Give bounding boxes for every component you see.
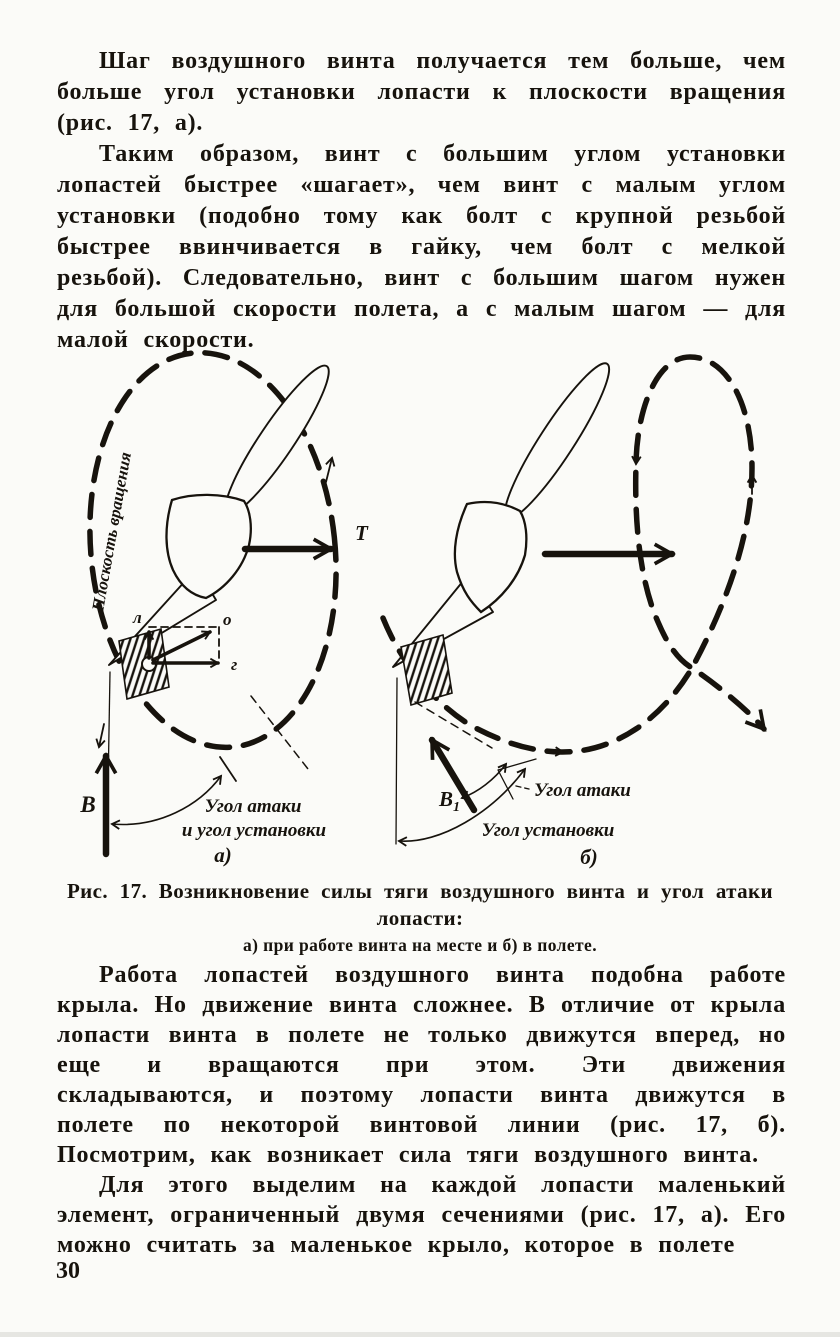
label-vector-l: л: [133, 608, 142, 627]
label-angle-attack-b: Угол атаки: [534, 780, 631, 801]
chord-extension: [415, 702, 492, 748]
figure-17-propeller-diagram: [0, 335, 840, 880]
label-airflow1-base: В: [438, 787, 453, 811]
chord-extension: [251, 696, 308, 769]
label-airflow: В: [80, 792, 96, 817]
caption-line-2: лопасти:: [376, 906, 464, 930]
rotation-arrow: [636, 445, 637, 464]
body-text-bottom: [57, 960, 786, 1260]
paragraph-4: Для этого выделим на каждой лопасти маленький элемент, ограниченный двумя сечениями (рис. 17, а). Его можно считать за маленькое крыло, которое в полете: [57, 1172, 786, 1258]
figure-caption: [40, 878, 800, 956]
label-angle-setting-b: Угол установки: [481, 820, 615, 841]
label-angle-a-line1: Угол атаки: [204, 796, 302, 817]
page-number: 30: [56, 1258, 80, 1284]
rotation-arrow: [326, 458, 332, 482]
label-panel-a: а): [214, 843, 232, 867]
label-vector-o: о: [223, 610, 232, 629]
scan-edge-shadow: [0, 1332, 840, 1337]
label-thrust: Т: [355, 521, 368, 545]
rotation-arrow: [99, 724, 104, 747]
propeller-blade-upper: [493, 355, 622, 528]
label-leader: [516, 786, 529, 789]
label-airflow1-sub: 1: [453, 800, 460, 815]
propeller-spinner: [166, 495, 250, 598]
paragraph-2: Таким образом, винт с большим углом установки лопастей быстрее «шагает», чем винт с малым углом установки (подобно тому как болт с крупной резьбой быстрее ввинчивается в гайку, чем болт с мелкой резьбой). Следовательно, винт с большим шагом нужен для большой скорости полета, а с малым шагом — для малой скорости.: [57, 141, 786, 353]
label-airflow1: [438, 787, 460, 815]
paragraph-3: Работа лопастей воздушного винта подобна работе крыла. Но движение винта сложнее. В отличие от крыла лопасти винта в полете не только движутся вперед, но еще и вращаются при этом. Эти движения складываются, и поэтому лопасти винта движутся в полете по некоторой винтовой линии (рис. 17, б). Посмотрим, как возникает сила тяги воздушного винта.: [57, 962, 786, 1168]
diagram-b: [383, 355, 764, 844]
rotation-arrow: [546, 751, 563, 752]
label-vector-g: г: [231, 655, 238, 674]
diagram-a: [71, 340, 355, 854]
caption-subnote: а) при работе винта на месте и б) в полете.: [242, 935, 597, 955]
chord-tick: [220, 757, 236, 781]
label-plane-of-rotation: Плоскость вращения: [88, 450, 135, 613]
paragraph-1: Шаг воздушного винта получается тем больше, чем больше угол установки лопасти к плоскости вращения (рис. 17, а).: [57, 48, 786, 136]
blade-element-section: [401, 635, 452, 705]
label-angle-a-line2: и угол установки: [181, 820, 327, 841]
reference-line: [396, 678, 397, 844]
label-panel-b: б): [580, 845, 598, 869]
body-text-top: [57, 46, 786, 356]
caption-line-1: Рис. 17. Возникновение силы тяги воздушного винта и угол атаки: [66, 879, 774, 903]
